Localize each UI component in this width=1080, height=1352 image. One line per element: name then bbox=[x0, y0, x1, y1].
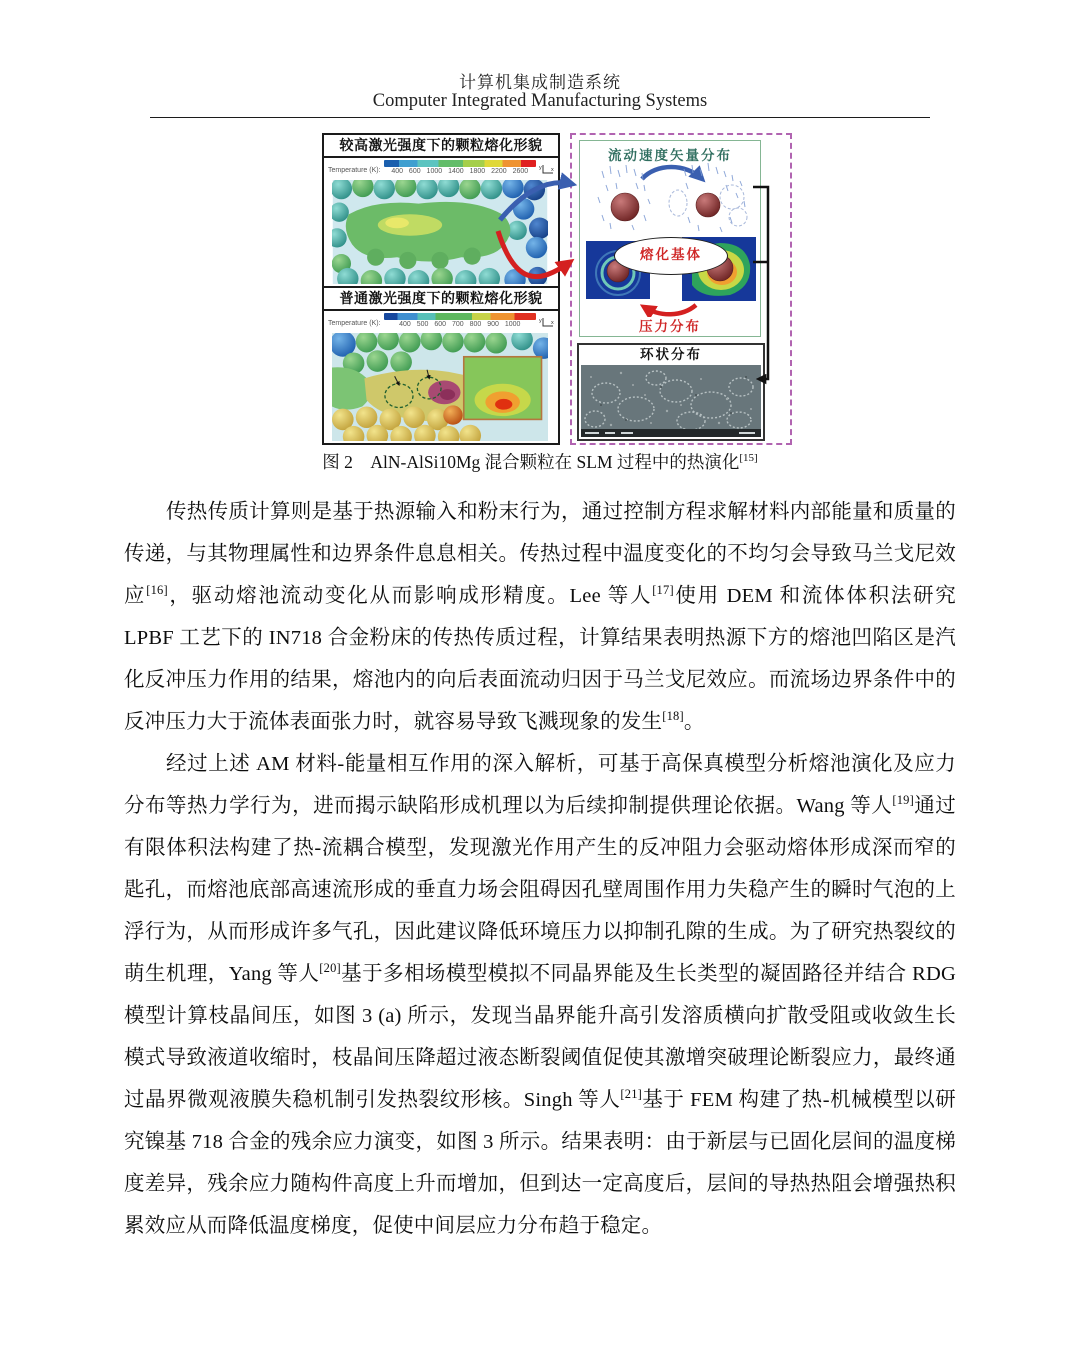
svg-text:x: x bbox=[551, 320, 554, 326]
paragraph-2: 经过上述 AM 材料-能量相互作用的深入解析，可基于高保真模型分析熔池演化及应力分布等热力学行为，进而揭示缺陷形成机理以为后续抑制提供理论依据。Wang 等人[19]通过有限体积法构建了热-流耦合模型，发现激光作用产生的反冲阻力会驱动熔体形成深而窄的匙孔，而熔池底部高速流形成的垂直力场会阻碍因孔壁周围作用力失稳产生的瞬时气泡的上浮行为，从而形成许多气孔，因此建议降低环境压力以抑制孔隙的生成。为了研究热裂纹的萌生机理，Yang 等人[20]基于多相场模型模拟不同晶界能及生长类型的凝固路径并结合 RDG 模型计算枝晶间压，如图 3 (a) 所示，发现当晶界能升高引发溶质横向扩散受阻或收敛生长模式导致液道收缩时，枝晶间压降超过液态断裂阈值促使其激增突破理论断裂应力，最终通过晶界微观液膜失稳机制引发热裂纹形核。Singh 等人[21]基于 FEM 构建了热-机械模型以研究镍基 718 合金的残余应力演变，如图 3 所示。结果表明：由于新层与已固化层间的温度梯度差异，残余应力随构件高度上升而增加，但到达一定高度后，层间的导热热阻会增强热积累效应从而降低温度梯度，促使中间层应力分布趋于稳定。 bbox=[124, 753, 957, 1237]
colorbar-normal-ticks: 400 500 600 700 800 900 1000 bbox=[399, 321, 521, 328]
colorbar-high-gradient bbox=[384, 160, 536, 167]
svg-text:x: x bbox=[551, 167, 554, 173]
axis-marker-icon bbox=[539, 164, 555, 176]
subpanel-normal-intensity bbox=[324, 288, 558, 444]
sem-image bbox=[581, 365, 761, 437]
paragraph-1: 传热传质计算则是基于热源输入和粉末行为，通过控制方程求解材料内部能量和质量的传递，与其物理属性和边界条件息息相关。传热过程中温度变化的不均匀会导致马兰戈尼效应[16]，驱动熔池流动变化从而影响成形精度。Lee 等人[17]使用 DEM 和流体体积法研究 LPBF 工艺下的 IN718 合金粉床的传热传质过程，计算结果表明热源下方的熔池凹陷区是汽化反冲压力作用的结果，熔池内的向后表面流动归因于马兰戈尼效应。而流场边界条件中的反冲压力大于流体表面张力时，就容易导致飞溅现象的发生[18]。 bbox=[124, 501, 956, 733]
right-analysis-group bbox=[570, 133, 792, 445]
simulation-image-normal bbox=[332, 333, 548, 441]
axis-marker-icon bbox=[539, 317, 555, 329]
figure-2 bbox=[322, 133, 792, 445]
flow-title: 流动速度矢量分布 bbox=[608, 148, 732, 163]
colorbar-normal-gradient bbox=[384, 313, 536, 320]
header-rule bbox=[150, 117, 930, 118]
caption-reference: [15] bbox=[739, 452, 758, 465]
subpanel-high-intensity bbox=[324, 135, 558, 288]
colorbar-high-ticks: 400 600 1000 1400 1800 2200 2600 bbox=[391, 168, 529, 175]
colorbar-normal-label: Temperature (K): bbox=[328, 320, 381, 327]
journal-title-en: Computer Integrated Manufacturing Systems bbox=[372, 91, 708, 111]
flow-pressure-box bbox=[579, 140, 761, 337]
figure-caption: 图 2 AlN-AlSi10Mg 混合颗粒在 SLM 过程中的热演化[15] bbox=[322, 452, 758, 472]
svg-text:y: y bbox=[539, 165, 542, 171]
subpanel-normal-title: 普通激光强度下的颗粒熔化形貌 bbox=[324, 288, 558, 311]
simulation-image-high bbox=[332, 180, 548, 284]
journal-title-zh: 计算机集成制造系统 bbox=[459, 73, 621, 92]
pressure-distribution-label: 压力分布 bbox=[639, 319, 701, 334]
svg-text:y: y bbox=[539, 318, 542, 324]
colorbar-high bbox=[324, 158, 558, 178]
subpanel-high-title: 较高激光强度下的颗粒熔化形貌 bbox=[324, 135, 558, 158]
colorbar-high-label: Temperature (K): bbox=[328, 167, 381, 174]
ring-distribution-box bbox=[577, 343, 765, 441]
melted-matrix-label: 熔化基体 bbox=[614, 237, 728, 275]
left-simulation-panel bbox=[322, 133, 560, 445]
ring-distribution-title: 环状分布 bbox=[640, 347, 702, 362]
article-body bbox=[124, 491, 956, 1247]
colorbar-normal bbox=[324, 311, 558, 331]
